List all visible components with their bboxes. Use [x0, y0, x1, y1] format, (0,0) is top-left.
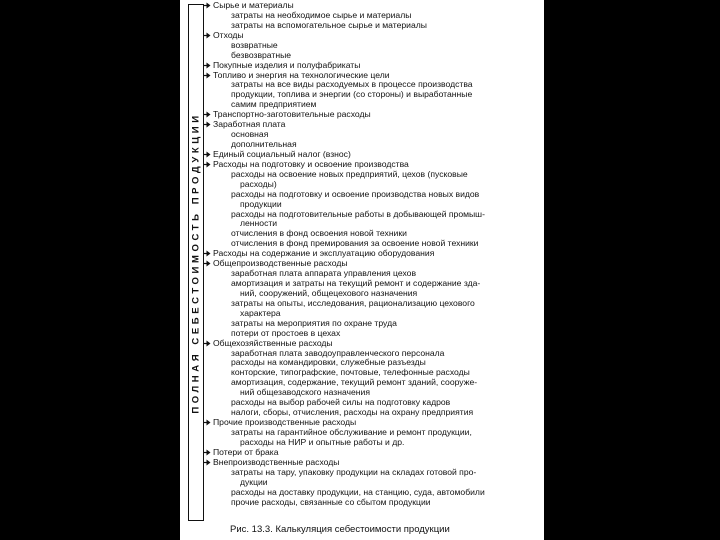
cost-subitem: амортизация, содержание, текущий ремонт зданий, сооруже-: [231, 377, 478, 388]
item-arrow-icon: [204, 417, 211, 428]
cost-category: Внепроизводственные расходы: [213, 456, 340, 467]
cost-category: Общепроизводственные расходы: [213, 258, 348, 269]
cost-subitem: возвратные: [231, 39, 278, 50]
cost-subitem: дополнительная: [231, 139, 297, 150]
cost-subitem: затраты на гарантийное обслуживание и ремонт продукции,: [231, 426, 472, 437]
cost-subitem: расходы на доставку продукции, на станцию, суда, автомобили: [231, 486, 485, 497]
cost-subitem: расходы на подготовительные работы в добывающей промыш-: [231, 208, 485, 219]
cost-subitem: самим предприятием: [231, 99, 317, 110]
cost-category: Заработная плата: [213, 119, 286, 130]
cost-subitem: дукции: [240, 476, 268, 487]
item-arrow-icon: [204, 70, 211, 81]
cost-subitem: отчисления в фонд освоения новой техники: [231, 228, 407, 239]
cost-subitem: основная: [231, 129, 269, 140]
cost-category: Топливо и энергия на технологические цели: [213, 69, 390, 80]
cost-category: Расходы на подготовку и освоение производства: [213, 158, 409, 169]
cost-subitem: затраты на вспомогательное сырье и материалы: [231, 19, 427, 30]
item-arrow-icon: [204, 0, 211, 11]
cost-subitem: продукции, топлива и энергии (со стороны) и выработанные: [231, 89, 473, 100]
cost-category: Покупные изделия и полуфабрикаты: [213, 59, 361, 70]
cost-subitem: отчисления в фонд премирования за освоение новой техники: [231, 238, 479, 249]
cost-subitem: затраты на все виды расходуемых в процессе производства: [231, 79, 473, 90]
cost-subitem: расходы на командировки, служебные разъезды: [231, 357, 426, 368]
cost-subitem: заработная плата аппарата управления цехов: [231, 268, 417, 279]
item-arrow-icon: [204, 338, 211, 349]
vertical-label-box: [188, 4, 204, 521]
cost-subitem: амортизация и затраты на текущий ремонт и содержание зда-: [231, 278, 481, 289]
cost-subitem: конторские, типографские, почтовые, телефонные расходы: [231, 367, 470, 378]
cost-subitem: потери от простоев в цехах: [231, 327, 341, 338]
figure-caption: Рис. 13.3. Калькуляция себестоимости продукции: [230, 524, 450, 535]
cost-subitem: характера: [240, 307, 281, 318]
cost-subitem: налоги, сборы, отчисления, расходы на охрану предприятия: [231, 407, 474, 418]
cost-subitem: ний общезаводского назначения: [240, 387, 371, 398]
cost-subitem: затраты на опыты, исследования, рационализацию цехового: [231, 297, 475, 308]
cost-subitem: ний, сооружений, общецехового назначения: [240, 287, 418, 298]
cost-subitem: расходы): [240, 178, 277, 189]
item-arrow-icon: [204, 30, 211, 41]
item-arrow-icon: [204, 258, 211, 269]
cost-category: Расходы на содержание и эксплуатацию оборудования: [213, 248, 435, 259]
cost-category: Общехозяйственные расходы: [213, 337, 333, 348]
cost-subitem: расходы на НИР и опытные работы и др.: [240, 436, 405, 447]
cost-subitem: расходы на подготовку и освоение производства новых видов: [231, 188, 480, 199]
cost-subitem: ленности: [240, 218, 278, 229]
cost-category: Потери от брака: [213, 446, 279, 457]
cost-category: Прочие производственные расходы: [213, 417, 357, 428]
vertical-label: ПОЛНАЯ СЕБЕСТОИМОСТЬ ПРОДУКЦИИ: [190, 111, 202, 414]
cost-subitem: расходы на освоение новых предприятий, цехов (пусковые: [231, 168, 468, 179]
cost-subitem: расходы на выбор рабочей силы на подготовку кадров: [231, 397, 451, 408]
cost-subitem: затраты на мероприятия по охране труда: [231, 317, 397, 328]
cost-subitem: прочие расходы, связанные со сбытом продукции: [231, 496, 431, 507]
cost-subitem: затраты на необходимое сырье и материалы: [231, 9, 412, 20]
item-arrow-icon: [204, 457, 211, 468]
cost-category: Единый социальный налог (взнос): [213, 148, 351, 159]
cost-subitem: безвозвратные: [231, 49, 292, 60]
cost-category: Транспортно-заготовительные расходы: [213, 109, 371, 120]
cost-category: Сырье и материалы: [213, 0, 294, 10]
document-page: [180, 0, 544, 540]
cost-category: Отходы: [213, 29, 244, 40]
item-arrow-icon: [204, 119, 211, 130]
item-arrow-icon: [204, 159, 211, 170]
cost-subitem: заработная плата заводоуправленческого персонала: [231, 347, 445, 358]
cost-subitem: продукции: [240, 198, 282, 209]
cost-subitem: затраты на тару, упаковку продукции на складах готовой про-: [231, 466, 477, 477]
